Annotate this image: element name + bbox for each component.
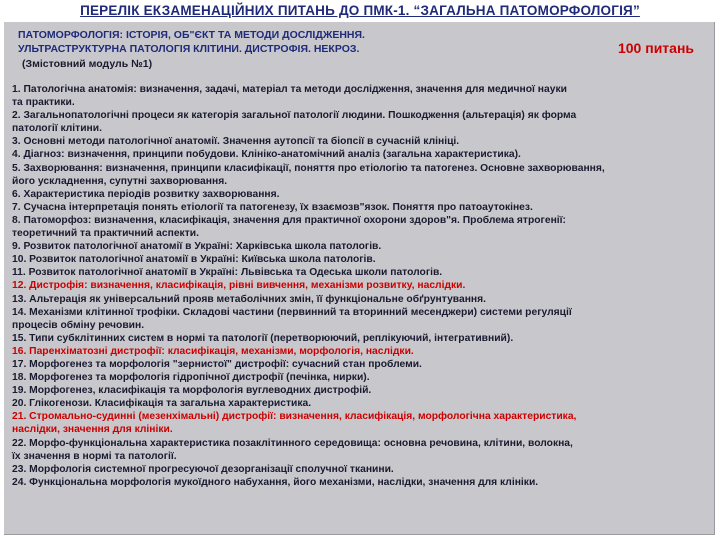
question-line: 5. Захворювання: визначення, принципи класифікації, поняття про етіологію та патогенез. Основне захворювання, — [12, 162, 605, 174]
topic-heading — [18, 28, 365, 56]
question-line: процесів обміну речовин. — [12, 319, 145, 331]
question-line: 13. Альтерація як універсальний прояв метаболічних змін, її функціональне обґрунтування. — [12, 293, 487, 305]
question-line: та практики. — [12, 97, 75, 109]
question-line: 17. Морфогенез та морфологія "зернистої" дистрофії: сучасний стан проблеми. — [12, 358, 422, 370]
page-title: ПЕРЕЛІК ЕКЗАМЕНАЦІЙНИХ ПИТАНЬ ДО ПМК-1. “ЗАГАЛЬНА ПАТОМОРФОЛОГІЯ” — [80, 3, 640, 18]
content-panel — [4, 22, 715, 535]
question-line: 22. Морфо-функціональна характеристика позаклітинного середовища: основна речовина, клітини, волокна, — [12, 437, 573, 449]
question-line: 14. Механізми клітинної трофіки. Складові частини (первинний та вторинний месенджери) системи регуляції — [12, 306, 572, 318]
question-line: 3. Основні методи патологічної анатомії. Значення аутопсії та біопсії в сучасній клініці. — [12, 136, 460, 148]
question-line: 18. Морфогенез та морфологія гідропічної дистрофії (печінка, нирки). — [12, 372, 370, 384]
title-bar — [0, 0, 720, 22]
question-line: 20. Глікогенози. Класифікація та загальна характеристика. — [12, 398, 312, 410]
question-line: теоретичний та практичний аспекти. — [12, 228, 199, 240]
question-line: 21. Стромально-судинні (мезенхімальні) дистрофії: визначення, класифікація, морфологічна характеристика, — [12, 411, 577, 423]
question-list — [12, 83, 712, 489]
question-line: 24. Функціональна морфологія мукоїдного набухання, його механізми, наслідки, значення для клініки. — [12, 476, 539, 488]
question-line: 7. Сучасна інтерпретація понять етіології та патогенезу, їх взаємозв"язок. Поняття про патоаутокінез. — [12, 201, 533, 213]
question-line: 9. Розвиток патологічної анатомії в Україні: Харківська школа патологів. — [12, 241, 382, 253]
topic-heading-line: ПАТОМОРФОЛОГІЯ: ІСТОРІЯ, ОБ"ЄКТ ТА МЕТОДИ ДОСЛІДЖЕННЯ. — [18, 29, 365, 41]
topic-heading-line: УЛЬТРАСТРУКТУРНА ПАТОЛОГІЯ КЛІТИНИ. ДИСТРОФІЯ. НЕКРОЗ. — [18, 43, 360, 55]
question-line: 6. Характеристика періодів розвитку захворювання. — [12, 188, 280, 200]
question-line: патології клітини. — [12, 123, 102, 135]
question-line: 16. Паренхіматозні дистрофії: класифікація, механізми, морфологія, наслідки. — [12, 345, 414, 357]
question-line: 8. Патоморфоз: визначення, класифікація, значення для практичної охорони здоров"я. Проблема ятрогенії: — [12, 214, 566, 226]
question-line: наслідки, значення для клініки. — [12, 424, 173, 436]
question-line: 10. Розвиток патологічної анатомії в Україні: Київська школа патологів. — [12, 254, 376, 266]
question-line: 12. Дистрофія: визначення, класифікація, рівні вивчення, механізми розвитку, наслідки. — [12, 280, 466, 292]
question-line: 15. Типи субклітинних систем в нормі та патології (перетворюючий, реплікуючий, інтегративний). — [12, 332, 514, 344]
question-line: 19. Морфогенез, класифікація та морфологія вуглеводних дистрофій. — [12, 385, 372, 397]
question-line: їх значення в нормі та патології. — [12, 450, 177, 462]
question-line: 2. Загальнопатологічні процеси як категорія загальної патології людини. Пошкодження (альтерація) як форма — [12, 110, 577, 122]
question-line: його ускладнення, супутні захворювання. — [12, 175, 228, 187]
module-label: (Змістовний модуль №1) — [22, 58, 153, 70]
question-count: 100 питань — [617, 40, 694, 56]
question-line: 11. Розвиток патологічної анатомії в Україні: Львівська та Одеська школи патологів. — [12, 267, 443, 279]
question-line: 23. Морфологія системної прогресуючої дезорганізації сполучної тканини. — [12, 463, 394, 475]
question-line: 4. Діагноз: визначення, принципи побудови. Клініко-анатомічний аналіз (загальна характеристика). — [12, 149, 521, 161]
question-line: 1. Патологічна анатомія: визначення, задачі, матеріал та методи дослідження, значення для медичної науки — [12, 84, 567, 95]
